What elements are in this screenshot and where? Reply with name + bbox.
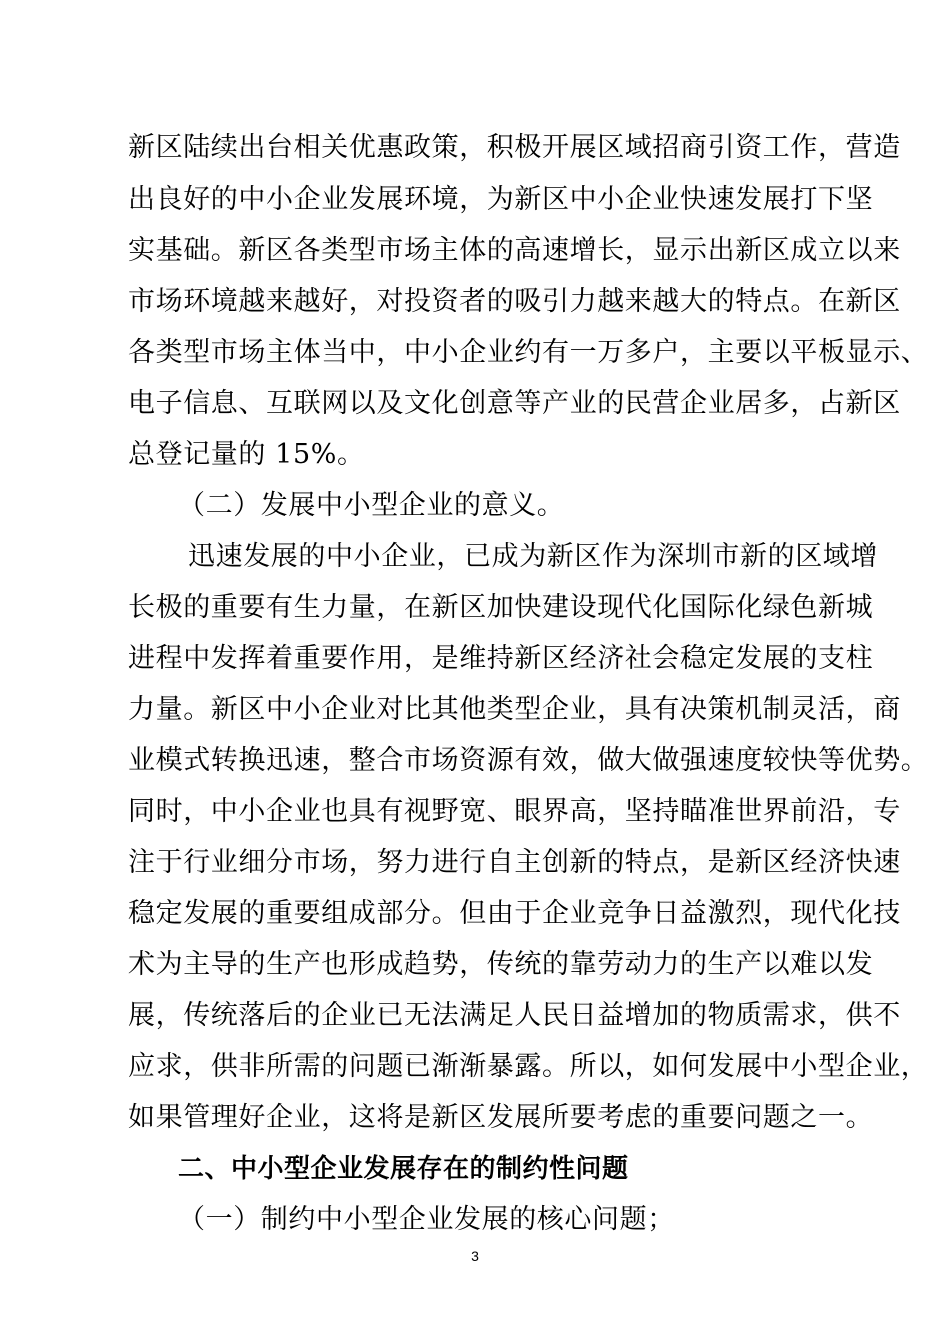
body-text-line: 应求，供非所需的问题已渐渐暴露。所以，如何发展中小型企业， bbox=[128, 1051, 929, 1082]
body-text-line: 同时，中小企业也具有视野宽、眼界高，坚持瞄准世界前沿，专 bbox=[128, 796, 901, 827]
body-text-line: 稳定发展的重要组成部分。但由于企业竞争日益激烈，现代化技 bbox=[128, 898, 901, 929]
body-text-line: 进程中发挥着重要作用，是维持新区经济社会稳定发展的支柱 bbox=[128, 643, 874, 674]
body-text-line: 术为主导的生产也形成趋势，传统的靠劳动力的生产以难以发 bbox=[128, 949, 874, 980]
body-text-line: 出良好的中小企业发展环境，为新区中小企业快速发展打下坚 bbox=[128, 184, 874, 215]
body-text-line: 总登记量的 15%。 bbox=[128, 439, 365, 470]
page-number: 3 bbox=[471, 1248, 479, 1264]
body-text-line: 如果管理好企业，这将是新区发展所要考虑的重要问题之一。 bbox=[128, 1102, 874, 1133]
body-text-line: 新区陆续出台相关优惠政策，积极开展区域招商引资工作，营造 bbox=[128, 132, 901, 163]
body-text-line: 各类型市场主体当中，中小企业约有一万多户，主要以平板显示、 bbox=[128, 337, 929, 368]
body-text-line: 展，传统落后的企业已无法满足人民日益增加的物质需求，供不 bbox=[128, 1000, 901, 1031]
paragraph-first-line: 迅速发展的中小企业，已成为新区作为深圳市新的区域增 bbox=[188, 541, 878, 572]
body-text-line: 电子信息、互联网以及文化创意等产业的民营企业居多，占新区 bbox=[128, 388, 901, 419]
subsection-heading: （一）制约中小型企业发展的核心问题； bbox=[178, 1204, 675, 1235]
section-heading: 二、中小型企业发展存在的制约性问题 bbox=[178, 1154, 629, 1184]
body-text-line: 业模式转换迅速，整合市场资源有效，做大做强速度较快等优势。 bbox=[128, 745, 929, 776]
body-text-line: 市场环境越来越好，对投资者的吸引力越来越大的特点。在新区 bbox=[128, 286, 901, 317]
body-text-line: 实基础。新区各类型市场主体的高速增长，显示出新区成立以来 bbox=[128, 235, 901, 266]
subsection-heading: （二）发展中小型企业的意义。 bbox=[178, 490, 565, 521]
body-text-line: 注于行业细分市场，努力进行自主创新的特点，是新区经济快速 bbox=[128, 847, 901, 878]
body-text-line: 力量。新区中小企业对比其他类型企业，具有决策机制灵活，商 bbox=[128, 694, 901, 725]
body-text-line: 长极的重要有生力量，在新区加快建设现代化国际化绿色新城 bbox=[128, 592, 874, 623]
